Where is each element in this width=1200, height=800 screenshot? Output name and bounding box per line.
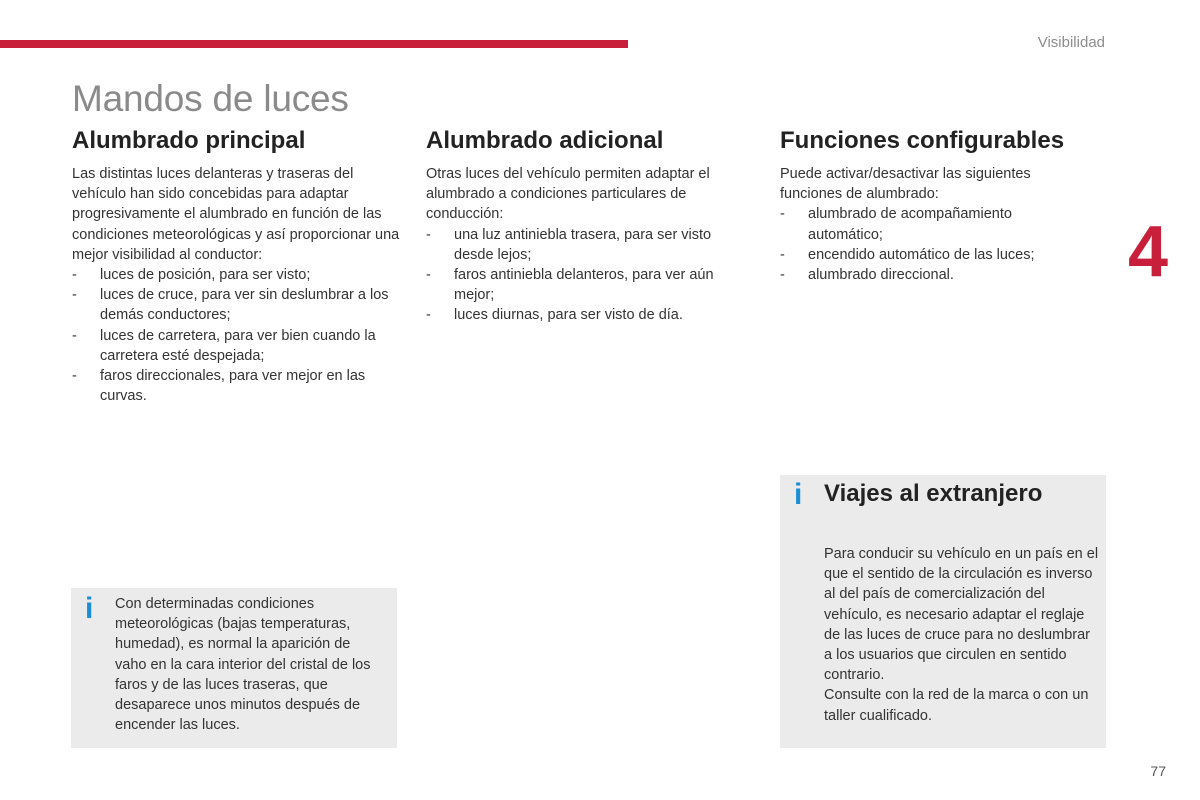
list-item: - luces de posición, para ser visto; [72,265,392,285]
list-item: - alumbrado direccional. [780,265,1065,285]
column-heading: Alumbrado principal [72,127,306,154]
info-icon: i [85,592,94,625]
info-box-condensation [71,588,397,748]
list-item: - luces diurnas, para ser visto de día. [426,305,736,325]
column-alumbrado-adicional [426,126,736,326]
info-box-travel [780,475,1106,748]
info-icon: i [794,478,803,511]
info-paragraph: Consulte con la red de la marca o con un taller cualificado. [824,687,1089,724]
list-item: - encendido automático de las luces; [780,245,1065,265]
bullet-list [72,265,392,406]
page-title: Mandos de luces [72,78,349,119]
page-number: 77 [1150,763,1166,779]
column-heading: Funciones configurables [780,127,1065,154]
info-paragraph: Para conducir su vehículo en un país en el que el sentido de la circulación es inverso al del país de comercialización del vehículo, es necesario adaptar el reglaje de las luces de cruce para no deslumbrar a los usuarios que circulen en sentido contrario. [824,546,1099,684]
column-alumbrado-principal [72,126,402,406]
list-item: - faros antiniebla delanteros, para ver aún mejor; [426,265,736,305]
header-accent-bar [0,40,628,48]
bullet-list [426,225,736,326]
info-box-text: Con determinadas condiciones meteorológicas (bajas temperaturas, humedad), es normal la aparición de vaho en la cara interior del cristal de los faros y de las luces traseras, que desaparece unos minutos después de encender las luces. [115,596,371,734]
chapter-number: 4 [1128,212,1169,292]
info-box-text [824,544,1100,726]
list-item: - luces de cruce, para ver sin deslumbrar a los demás conductores; [72,285,392,325]
section-label: Visibilidad [1037,34,1105,51]
column-funciones-configurables [780,126,1080,285]
list-item: - una luz antiniebla trasera, para ser visto desde lejos; [426,225,736,265]
column-intro: Las distintas luces delanteras y traseras del vehículo han sido concebidas para adaptar progresivamente el alumbrado en función de las condiciones meteorológicas y así proporcionar una mejor visibilidad al conductor: [72,166,400,263]
list-item: - luces de carretera, para ver bien cuando la carretera esté despejada; [72,326,392,366]
info-box-title: Viajes al extranjero [824,480,1043,507]
column-intro: Otras luces del vehículo permiten adaptar el alumbrado a condiciones particulares de conducción: [426,166,710,223]
list-item: - alumbrado de acompañamiento automático; [780,204,1065,244]
list-item: - faros direccionales, para ver mejor en las curvas. [72,366,392,406]
column-intro: Puede activar/desactivar las siguientes funciones de alumbrado: [780,166,1031,203]
bullet-list [780,204,1065,285]
column-heading: Alumbrado adicional [426,127,664,154]
